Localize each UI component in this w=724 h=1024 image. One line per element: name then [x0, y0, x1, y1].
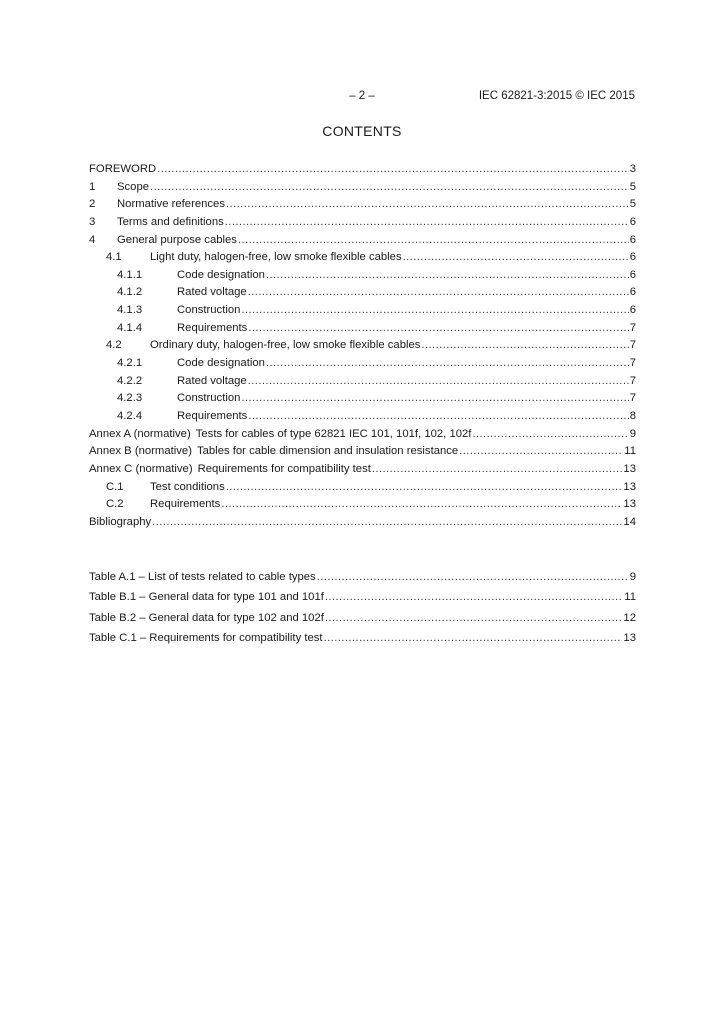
toc-entry[interactable]: [89, 286, 636, 304]
toc-entry-number: C.1: [106, 480, 124, 493]
toc-entry-number: Annex C (normative): [89, 462, 193, 475]
table-list-entry[interactable]: [89, 591, 636, 611]
toc-entry-page: 7: [629, 357, 636, 370]
toc-entry-title: Rated voltage: [177, 374, 247, 387]
toc-entry-page: 14: [623, 515, 636, 528]
dot-leader: [226, 481, 623, 494]
toc-entry-number: 4.1.3: [117, 304, 143, 317]
toc-entry[interactable]: [89, 498, 636, 516]
toc-entry-number: Annex A (normative): [89, 427, 191, 440]
table-list-title: Table B.1 – General data for type 101 and 101f: [89, 591, 324, 604]
toc-entry-title: Requirements: [177, 409, 248, 422]
toc-entry-title: Construction: [177, 304, 241, 317]
toc-entry-number: 4.1.4: [117, 321, 143, 334]
dot-leader: [403, 251, 629, 264]
table-list-entry[interactable]: [89, 612, 636, 632]
toc-entry[interactable]: [89, 375, 636, 393]
toc-entry-title: Scope: [117, 180, 150, 193]
dot-leader: [150, 181, 629, 194]
dot-leader: [472, 428, 628, 441]
toc-entry[interactable]: [89, 216, 636, 234]
toc-entry-title: Requirements for compatibility test: [197, 462, 371, 475]
toc-entry-title: Tests for cables of type 62821 IEC 101, 101f, 102, 102f: [195, 427, 472, 440]
dot-leader: [226, 198, 629, 211]
toc-entry-title: Terms and definitions: [117, 215, 224, 228]
dot-leader: [221, 498, 622, 511]
toc-entry[interactable]: [89, 392, 636, 410]
toc-entry-title: Tables for cable dimension and insulation resistance: [196, 445, 459, 458]
toc-entry-number: 4.1: [106, 251, 122, 264]
toc-entry[interactable]: [89, 163, 636, 181]
toc-entry-page: 7: [629, 374, 636, 387]
toc-entry[interactable]: [89, 516, 636, 534]
toc-entry-page: 13: [623, 498, 636, 511]
dot-leader: [248, 322, 628, 335]
dot-leader: [324, 632, 623, 645]
toc-entry[interactable]: [89, 357, 636, 375]
toc-entry-page: 8: [629, 409, 636, 422]
dot-leader: [225, 216, 629, 229]
toc-entry-page: 5: [629, 198, 636, 211]
toc-entry-page: 7: [629, 339, 636, 352]
toc-entry[interactable]: [89, 198, 636, 216]
toc-entry[interactable]: [89, 463, 636, 481]
toc-entry[interactable]: [89, 410, 636, 428]
toc-entry-title: FOREWORD: [89, 163, 157, 175]
dot-leader: [421, 339, 628, 352]
dot-leader: [459, 445, 623, 458]
toc-entry-title: General purpose cables: [117, 233, 237, 246]
toc-entry-number: 4.2.1: [117, 357, 143, 370]
toc-entry-number: 4: [89, 233, 96, 246]
toc-entry-title: Code designation: [177, 268, 265, 281]
toc-entry-title: Normative references: [117, 198, 225, 211]
toc-entry-page: 11: [624, 445, 636, 458]
toc-entry-number: 4.1.1: [117, 268, 143, 281]
table-list-entry[interactable]: [89, 571, 636, 591]
toc-entry-title: Code designation: [177, 357, 265, 370]
toc-entry-number: 4.2.3: [117, 392, 143, 405]
toc-entry[interactable]: [89, 322, 636, 340]
dot-leader: [317, 571, 629, 584]
toc-entry-title: Bibliography: [89, 515, 152, 528]
toc-entry[interactable]: [89, 304, 636, 322]
toc-entry-title: Test conditions: [150, 480, 225, 493]
toc-entry-number: 1: [89, 180, 96, 193]
toc-entry[interactable]: [89, 269, 636, 287]
toc-entry-title: Rated voltage: [177, 286, 247, 299]
toc-entry-page: 6: [629, 233, 636, 246]
dot-leader: [152, 516, 622, 529]
toc-entry-page: 9: [629, 427, 636, 440]
toc-entry-title: Ordinary duty, halogen-free, low smoke flexible cables: [150, 339, 421, 352]
dot-leader: [248, 410, 628, 423]
table-list-page: 13: [623, 631, 636, 644]
list-of-tables: [89, 571, 636, 652]
dot-leader: [248, 286, 629, 299]
table-list-title: Table B.2 – General data for type 102 and 102f: [89, 611, 324, 624]
dot-leader: [325, 591, 623, 604]
toc-entry-page: 7: [629, 392, 636, 405]
toc-entry-page: 6: [629, 268, 636, 281]
toc-entry-number: Annex B (normative): [89, 445, 192, 458]
table-list-page: 9: [629, 571, 636, 583]
toc-entry-number: 4.2.2: [117, 374, 143, 387]
dot-leader: [157, 163, 629, 176]
dot-leader: [241, 392, 628, 405]
toc-entry[interactable]: [89, 251, 636, 269]
toc-entry-number: 2: [89, 198, 96, 211]
dot-leader: [238, 234, 629, 247]
toc-entry-title: Requirements: [177, 321, 248, 334]
toc-entry-page: 13: [623, 462, 636, 475]
toc-entry-page: 3: [629, 163, 636, 175]
toc-entry-page: 13: [623, 480, 636, 493]
toc-entry[interactable]: [89, 481, 636, 499]
dot-leader: [241, 304, 628, 317]
toc-entry[interactable]: [89, 428, 636, 446]
toc-entry[interactable]: [89, 445, 636, 463]
table-list-page: 11: [624, 591, 636, 604]
table-list-entry[interactable]: [89, 632, 636, 652]
table-of-contents: [89, 163, 636, 533]
dot-leader: [325, 612, 623, 625]
dot-leader: [266, 269, 629, 282]
page-header: [0, 90, 724, 106]
toc-entry-page: 7: [629, 321, 636, 334]
toc-entry-page: 6: [629, 251, 636, 264]
toc-entry-number: 4.1.2: [117, 286, 143, 299]
page-number: – 2 –: [349, 90, 375, 102]
toc-entry-page: 6: [629, 304, 636, 317]
table-list-title: Table A.1 – List of tests related to cable types: [89, 571, 316, 583]
toc-entry-page: 5: [629, 180, 636, 193]
table-list-title: Table C.1 – Requirements for compatibility test: [89, 631, 323, 644]
page-title: CONTENTS: [322, 123, 402, 139]
toc-entry-number: 3: [89, 215, 96, 228]
toc-entry-title: Light duty, halogen-free, low smoke flexible cables: [150, 251, 402, 264]
table-list-page: 12: [623, 611, 636, 624]
toc-entry[interactable]: [89, 181, 636, 199]
toc-entry[interactable]: [89, 234, 636, 252]
toc-entry-title: Construction: [177, 392, 241, 405]
dot-leader: [248, 375, 629, 388]
toc-entry-number: C.2: [106, 498, 124, 511]
toc-entry-number: 4.2: [106, 339, 122, 352]
toc-entry[interactable]: [89, 339, 636, 357]
toc-entry-title: Requirements: [150, 498, 221, 511]
standard-reference: IEC 62821-3:2015 © IEC 2015: [478, 90, 635, 102]
dot-leader: [266, 357, 629, 370]
dot-leader: [372, 463, 623, 476]
toc-entry-page: 6: [629, 215, 636, 228]
toc-entry-number: 4.2.4: [117, 409, 143, 422]
toc-entry-page: 6: [629, 286, 636, 299]
